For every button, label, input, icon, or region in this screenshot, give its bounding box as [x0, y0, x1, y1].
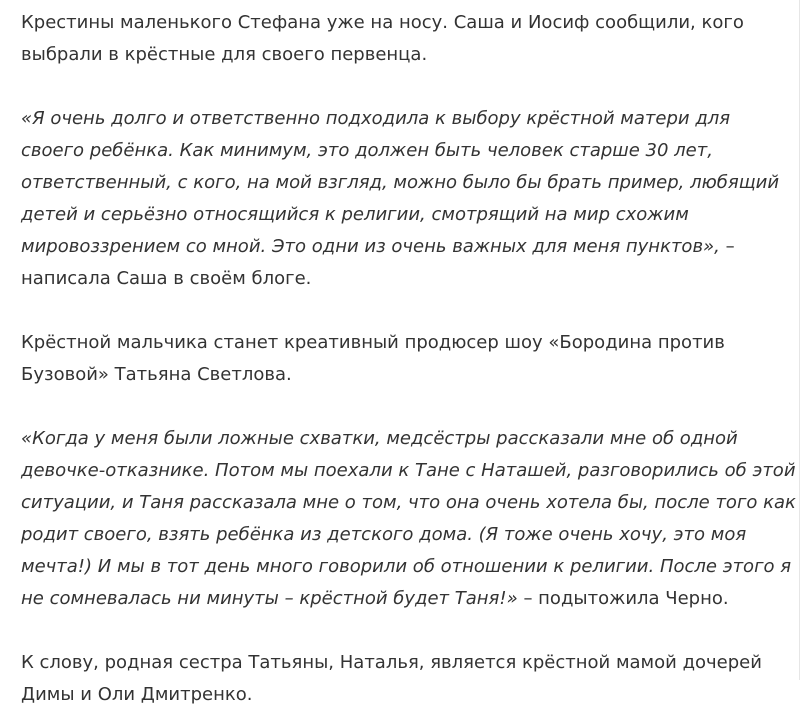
sister-text: К слову, родная сестра Татьяны, Наталья, является крёстной мамой дочерей Димы и Оли Дмитренко. [21, 652, 762, 705]
paragraph-sasha-quote [21, 103, 796, 295]
sasha-quote-attribution: – написала Саша в своём блоге. [21, 236, 735, 289]
godmother-text: Крёстной мальчика станет креативный продюсер шоу «Бородина против Бузовой» Татьяна Светлова. [21, 332, 725, 385]
cherno-quote-text: «Когда у меня были ложные схватки, медсёстры рассказали мне об одной девочке-отказнике. Потом мы поехали к Тане с Наташей, разговорились об этой ситуации, и Таня рассказала мне о том, что она очень хотела бы, после того как родит своего, взять ребёнка из детского дома. (Я тоже очень хочу, это моя мечта!) И мы в тот день много говорили об отношении к религии. После этого я не сомневалась ни минуты – крёстной будет Таня!» [21, 428, 796, 609]
cherno-quote-attribution: – подытожила Черно. [517, 588, 729, 609]
paragraph-intro [21, 7, 796, 71]
paragraph-cherno-quote [21, 423, 796, 615]
paragraph-sister [21, 647, 796, 711]
paragraph-godmother [21, 327, 796, 391]
sasha-quote-text: «Я очень долго и ответственно подходила к выбору крёстной матери для своего ребёнка. Как минимум, это должен быть человек старше 30 лет, ответственный, с кого, на мой взгляд, можно было бы брать пример, любящий детей и серьёзно относящийся к религии, смотрящий на мир схожим мировоззрением со мной. Это одни из очень важных для меня пунктов», [21, 108, 780, 257]
intro-text: Крестины маленького Стефана уже на носу. Саша и Иосиф сообщили, кого выбрали в крёстные для своего первенца. [21, 12, 744, 65]
article-body [21, 7, 796, 711]
